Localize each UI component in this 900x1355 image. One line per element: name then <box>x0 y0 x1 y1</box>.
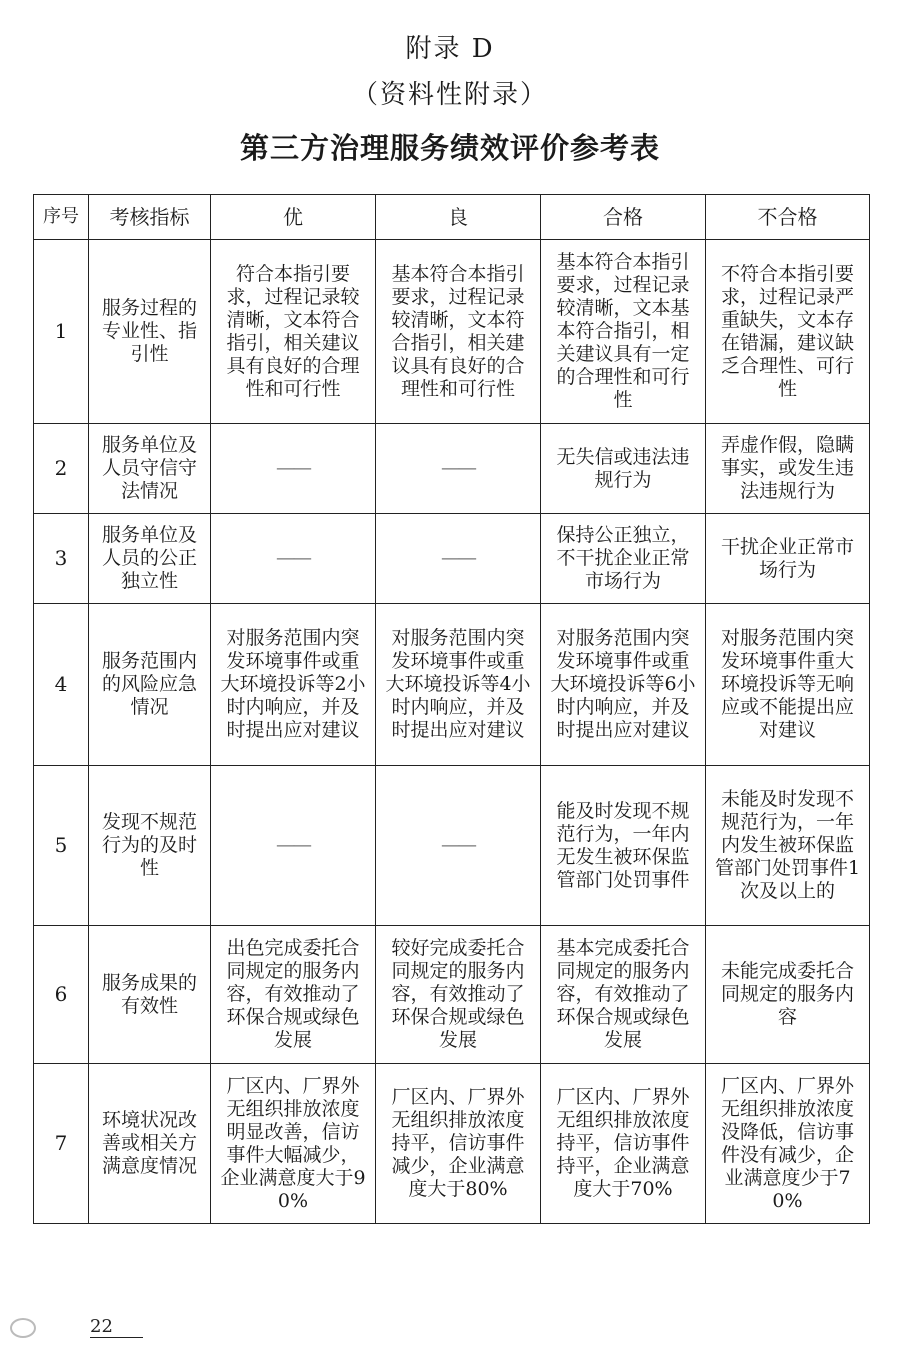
page-number: 22 <box>90 1316 143 1338</box>
row-indicator: 服务范围内的风险应急情况 <box>89 604 211 766</box>
row-excellent: 出色完成委托合同规定的服务内容，有效推动了环保合规或绿色发展 <box>211 926 376 1064</box>
row-excellent: —— <box>211 766 376 926</box>
row-indicator: 服务单位及人员守信守法情况 <box>89 424 211 514</box>
row-indicator: 服务过程的专业性、指引性 <box>89 240 211 424</box>
row-pass: 基本符合本指引要求，过程记录较清晰，文本基本符合指引，相关建议具有一定的合理性和可行性 <box>541 240 706 424</box>
column-header-good: 良 <box>376 195 541 240</box>
row-excellent: 符合本指引要求，过程记录较清晰，文本符合指引，相关建议具有良好的合理性和可行性 <box>211 240 376 424</box>
row-good: 基本符合本指引要求，过程记录较清晰，文本符合指引，相关建议具有良好的合理性和可行性 <box>376 240 541 424</box>
table-row <box>34 604 870 766</box>
row-excellent: 对服务范围内突发环境事件或重大环境投诉等2小时内响应，并及时提出应对建议 <box>211 604 376 766</box>
row-seq: 2 <box>34 424 89 514</box>
table-row <box>34 1064 870 1224</box>
table-header-row <box>34 195 870 240</box>
row-excellent: —— <box>211 424 376 514</box>
column-header-excellent: 优 <box>211 195 376 240</box>
table-row <box>34 424 870 514</box>
row-fail: 干扰企业正常市场行为 <box>706 514 870 604</box>
row-fail: 未能完成委托合同规定的服务内容 <box>706 926 870 1064</box>
row-fail: 对服务范围内突发环境事件重大环境投诉等无响应或不能提出应对建议 <box>706 604 870 766</box>
column-header-seq: 序号 <box>34 195 89 240</box>
appendix-subtitle: （资料性附录） <box>351 80 548 110</box>
evaluation-table <box>33 194 870 1224</box>
row-good: —— <box>376 424 541 514</box>
row-pass: 对服务范围内突发环境事件或重大环境投诉等6小时内响应，并及时提出应对建议 <box>541 604 706 766</box>
row-pass: 能及时发现不规范行为，一年内无发生被环保监管部门处罚事件 <box>541 766 706 926</box>
row-good: 厂区内、厂界外无组织排放浓度持平，信访事件减少，企业满意度大于80% <box>376 1064 541 1224</box>
column-header-indicator: 考核指标 <box>89 195 211 240</box>
row-excellent: 厂区内、厂界外无组织排放浓度明显改善，信访事件大幅减少，企业满意度大于90% <box>211 1064 376 1224</box>
table-title: 第三方治理服务绩效评价参考表 <box>239 131 660 165</box>
row-fail: 厂区内、厂界外无组织排放浓度没降低，信访事件没有减少，企业满意度少于70% <box>706 1064 870 1224</box>
row-good: —— <box>376 766 541 926</box>
row-fail: 未能及时发现不规范行为，一年内发生被环保监管部门处罚事件1次及以上的 <box>706 766 870 926</box>
row-pass: 保持公正独立，不干扰企业正常市场行为 <box>541 514 706 604</box>
row-seq: 1 <box>34 240 89 424</box>
row-pass: 厂区内、厂界外无组织排放浓度持平，信访事件持平，企业满意度大于70% <box>541 1064 706 1224</box>
table-row <box>34 514 870 604</box>
table-row <box>34 240 870 424</box>
row-good: 较好完成委托合同规定的服务内容，有效推动了环保合规或绿色发展 <box>376 926 541 1064</box>
row-seq: 5 <box>34 766 89 926</box>
watermark-logo-icon <box>10 1318 36 1338</box>
row-good: 对服务范围内突发环境事件或重大环境投诉等4小时内响应，并及时提出应对建议 <box>376 604 541 766</box>
table-row <box>34 766 870 926</box>
appendix-title: 附录 D <box>405 34 495 64</box>
row-pass: 无失信或违法违规行为 <box>541 424 706 514</box>
column-header-fail: 不合格 <box>706 195 870 240</box>
row-indicator: 发现不规范行为的及时性 <box>89 766 211 926</box>
row-indicator: 服务成果的有效性 <box>89 926 211 1064</box>
row-pass: 基本完成委托合同规定的服务内容，有效推动了环保合规或绿色发展 <box>541 926 706 1064</box>
row-indicator: 环境状况改善或相关方满意度情况 <box>89 1064 211 1224</box>
row-excellent: —— <box>211 514 376 604</box>
row-fail: 弄虚作假，隐瞒事实，或发生违法违规行为 <box>706 424 870 514</box>
row-seq: 3 <box>34 514 89 604</box>
row-fail: 不符合本指引要求，过程记录严重缺失，文本存在错漏，建议缺乏合理性、可行性 <box>706 240 870 424</box>
row-seq: 7 <box>34 1064 89 1224</box>
row-seq: 4 <box>34 604 89 766</box>
row-good: —— <box>376 514 541 604</box>
row-indicator: 服务单位及人员的公正独立性 <box>89 514 211 604</box>
watermark <box>10 1318 36 1338</box>
column-header-pass: 合格 <box>541 195 706 240</box>
table-row <box>34 926 870 1064</box>
row-seq: 6 <box>34 926 89 1064</box>
